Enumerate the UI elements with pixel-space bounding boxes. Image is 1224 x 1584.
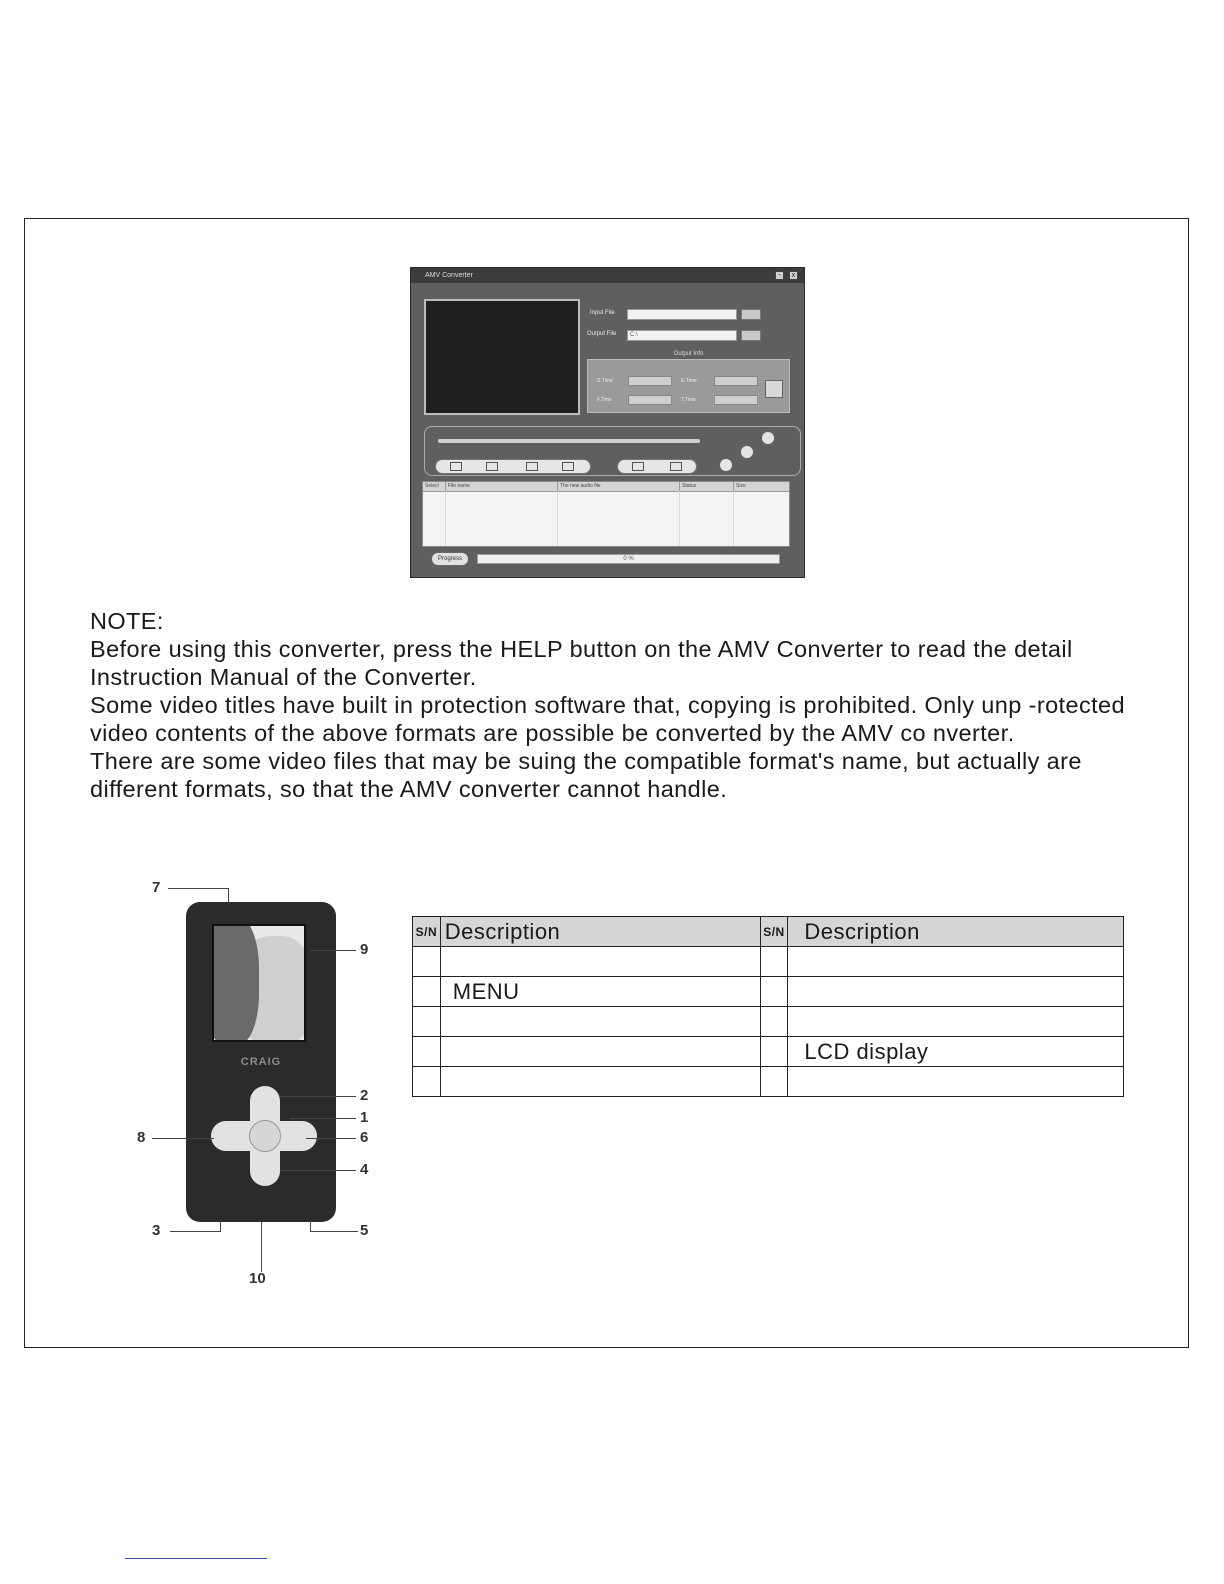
table-row [413, 1007, 1124, 1037]
t-time-label: T.Time [681, 397, 696, 403]
table-row [413, 947, 1124, 977]
file-list-header [423, 482, 789, 492]
note-heading: NOTE: [90, 608, 164, 634]
callout-line [168, 888, 228, 889]
col-size[interactable]: Size [733, 482, 746, 491]
progress-bar: 0 % [477, 554, 780, 564]
callout-number: 7 [152, 879, 161, 896]
callout-number: 8 [137, 1129, 146, 1146]
callout-number: 9 [360, 941, 369, 958]
description-cell [788, 977, 1124, 1007]
callout-number: 2 [360, 1087, 369, 1104]
col-select[interactable]: Select [425, 483, 439, 489]
sn-cell [760, 947, 788, 977]
callout-line [280, 1096, 356, 1097]
sn-header: S/N [413, 917, 441, 947]
play-icon[interactable] [761, 431, 775, 445]
callout-number: 1 [360, 1109, 369, 1126]
callout-line [310, 950, 356, 951]
output-info-panel [587, 351, 790, 413]
description-cell [440, 947, 760, 977]
e-time-field[interactable] [714, 376, 758, 386]
lcd-screen [212, 924, 306, 1042]
sn-cell [413, 977, 441, 1007]
brand-logo: CRAIG [240, 1056, 282, 1068]
callout-line [280, 1170, 356, 1171]
col-new-audio-file[interactable]: The new audio file [557, 482, 601, 491]
t-time-field[interactable] [714, 395, 758, 405]
callout-line [290, 1118, 356, 1119]
note-section [90, 607, 1170, 803]
col-status[interactable]: Status [679, 482, 696, 491]
amv-converter-window [410, 267, 805, 578]
callout-line [170, 1231, 220, 1232]
sn-cell [760, 1007, 788, 1037]
device-diagram [130, 870, 390, 1300]
table-row [413, 1067, 1124, 1097]
description-cell [788, 1007, 1124, 1037]
input-file-label: Input File [590, 310, 615, 316]
help-icon[interactable] [670, 462, 682, 471]
sn-cell [760, 1037, 788, 1067]
e-time-label: E.Time [681, 378, 697, 384]
note-paragraph: Before using this converter, press the HELP button on the AMV Converter to read the detail Instruction Manual of the Converter. [90, 636, 1073, 690]
callout-line [220, 1220, 221, 1232]
table-row [413, 1037, 1124, 1067]
f-time-label: F.Time [597, 397, 612, 403]
description-cell: LCD display [788, 1037, 1124, 1067]
grid-divider [445, 491, 446, 546]
sn-cell [760, 1067, 788, 1097]
callout-number: 5 [360, 1222, 369, 1239]
sn-cell [413, 1007, 441, 1037]
edit-toolbar [435, 459, 591, 474]
close-icon[interactable]: x [789, 271, 798, 280]
description-header: Description [788, 917, 1124, 947]
callout-number: 10 [249, 1270, 266, 1287]
col-file-name[interactable]: File name [445, 482, 470, 491]
output-file-label: Output File [587, 331, 617, 337]
input-file-field[interactable] [627, 309, 737, 320]
callout-line [310, 1231, 358, 1232]
file-list[interactable] [422, 481, 790, 547]
description-cell [788, 1067, 1124, 1097]
callout-line [306, 1138, 356, 1139]
callout-number: 6 [360, 1129, 369, 1146]
description-cell [440, 1007, 760, 1037]
note-paragraph: Some video titles have built in protection software that, copying is prohibited. Only unp -rotected video contents of the above formats are possible be converted by the AMV co nverter. [90, 692, 1125, 746]
description-cell: MENU [440, 977, 760, 1007]
window-title: AMV Converter [411, 268, 804, 283]
description-header: Description [440, 917, 760, 947]
grid-divider [733, 491, 734, 546]
mark-start-icon[interactable] [450, 462, 462, 471]
minimize-icon[interactable]: - [775, 271, 784, 280]
s-time-field[interactable] [628, 376, 672, 386]
callout-line [152, 1138, 214, 1139]
action-toolbar [617, 459, 697, 474]
add-file-icon[interactable] [526, 462, 538, 471]
note-paragraph: There are some video files that may be suing the compatible format's name, but actually are different formats, so that the AMV converter cannot handle. [90, 748, 1082, 802]
description-table [412, 916, 1124, 1097]
progress-button[interactable]: Progress [431, 552, 469, 566]
output-file-field[interactable]: C:\ [627, 330, 737, 341]
screen-image-shadow [212, 924, 259, 1042]
callout-number: 3 [152, 1222, 161, 1239]
remove-file-icon[interactable] [562, 462, 574, 471]
description-cell [440, 1037, 760, 1067]
sn-cell [760, 977, 788, 1007]
callout-number: 4 [360, 1161, 369, 1178]
description-cell [788, 947, 1124, 977]
seek-slider[interactable] [438, 439, 700, 443]
callout-line [228, 888, 229, 904]
grid-divider [679, 491, 680, 546]
sn-cell [413, 947, 441, 977]
table-row [413, 977, 1124, 1007]
video-preview [424, 299, 580, 415]
sn-cell [413, 1037, 441, 1067]
mark-end-icon[interactable] [486, 462, 498, 471]
s-time-label: S.Time [597, 378, 613, 384]
dpad-center-button [249, 1120, 281, 1152]
callout-line [261, 1222, 262, 1272]
callout-line [310, 1220, 311, 1232]
table-header-row [413, 917, 1124, 947]
convert-icon[interactable] [765, 380, 783, 398]
sn-header: S/N [760, 917, 788, 947]
sn-cell [413, 1067, 441, 1097]
pause-icon[interactable] [719, 458, 733, 472]
output-browse-button[interactable] [741, 330, 761, 341]
f-time-field[interactable] [628, 395, 672, 405]
link-underline [125, 1558, 267, 1559]
stop-icon[interactable] [740, 445, 754, 459]
description-cell [440, 1067, 760, 1097]
grid-divider [557, 491, 558, 546]
input-browse-button[interactable] [741, 309, 761, 320]
convert-start-icon[interactable] [632, 462, 644, 471]
output-info-title: Output Info [673, 351, 704, 357]
